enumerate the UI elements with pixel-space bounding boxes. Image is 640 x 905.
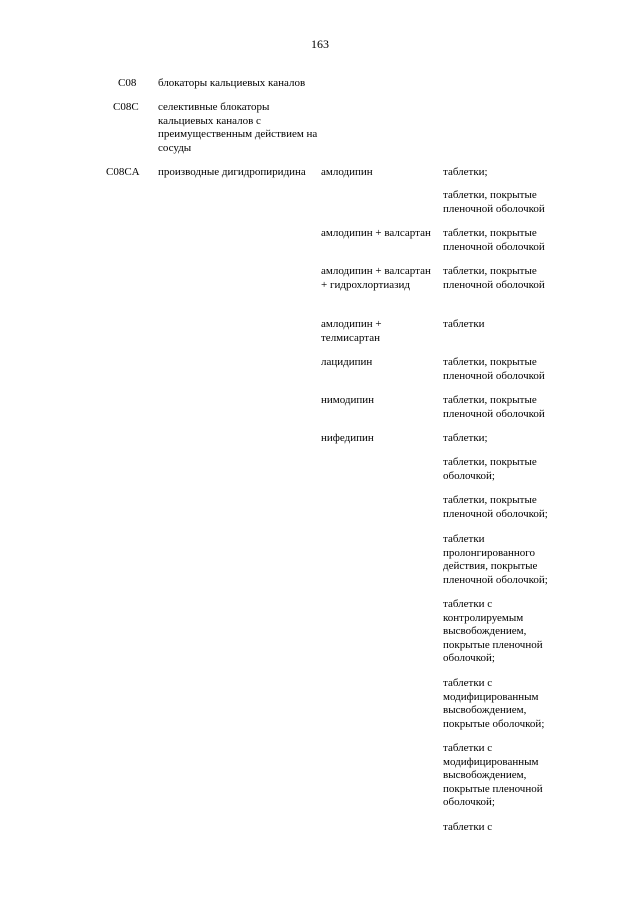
dosage-form: таблетки с [443,821,493,833]
drug-name: лацидипин [321,356,373,368]
dosage-form: таблетки с модифицированным высвобождением, покрытые пленочной оболочкой; [443,742,543,808]
drug-name: нимодипин [321,394,375,406]
drug-name: амлодипин + телмисартан [321,318,382,344]
dosage-form: таблетки, покрытые пленочной оболочкой; [443,494,548,520]
atc-code-c08c: C08C [113,101,139,113]
atc-code-c08ca: C08CA [106,166,140,178]
drug-name: амлодипин + валсартан + гидрохлортиазид [321,265,431,291]
group-name-c08: блокаторы кальциевых каналов [158,77,306,89]
dosage-form: таблетки, покрытые пленочной оболочкой [443,189,545,215]
drug-name: нифедипин [321,432,374,444]
dosage-form: таблетки пролонгированного действия, покрытые пленочной оболочкой; [443,533,548,586]
dosage-form: таблетки [443,318,485,330]
dosage-form: таблетки; [443,432,488,444]
drug-name: амлодипин + валсартан [321,227,431,239]
dosage-form: таблетки, покрытые пленочной оболочкой [443,394,545,420]
dosage-form: таблетки с контролируемым высвобождением, покрытые пленочной оболочкой; [443,598,543,664]
atc-code-c08: C08 [118,77,137,89]
page-number: 163 [311,37,329,51]
dosage-form: таблетки, покрытые пленочной оболочкой [443,356,545,382]
dosage-form: таблетки, покрытые оболочкой; [443,456,537,482]
dosage-form: таблетки; [443,166,488,178]
group-name-c08ca: производные дигидропиридина [158,166,306,178]
dosage-form: таблетки с модифицированным высвобождением, покрытые оболочкой; [443,677,545,730]
group-name-c08c-text: селективные блокаторы кальциевых каналов с преимущественным действием на сосуды [158,101,318,154]
dosage-form: таблетки, покрытые пленочной оболочкой [443,265,545,291]
dosage-form: таблетки, покрытые пленочной оболочкой [443,227,545,253]
drug-name: амлодипин [321,166,373,178]
group-name-c08c [158,101,318,155]
